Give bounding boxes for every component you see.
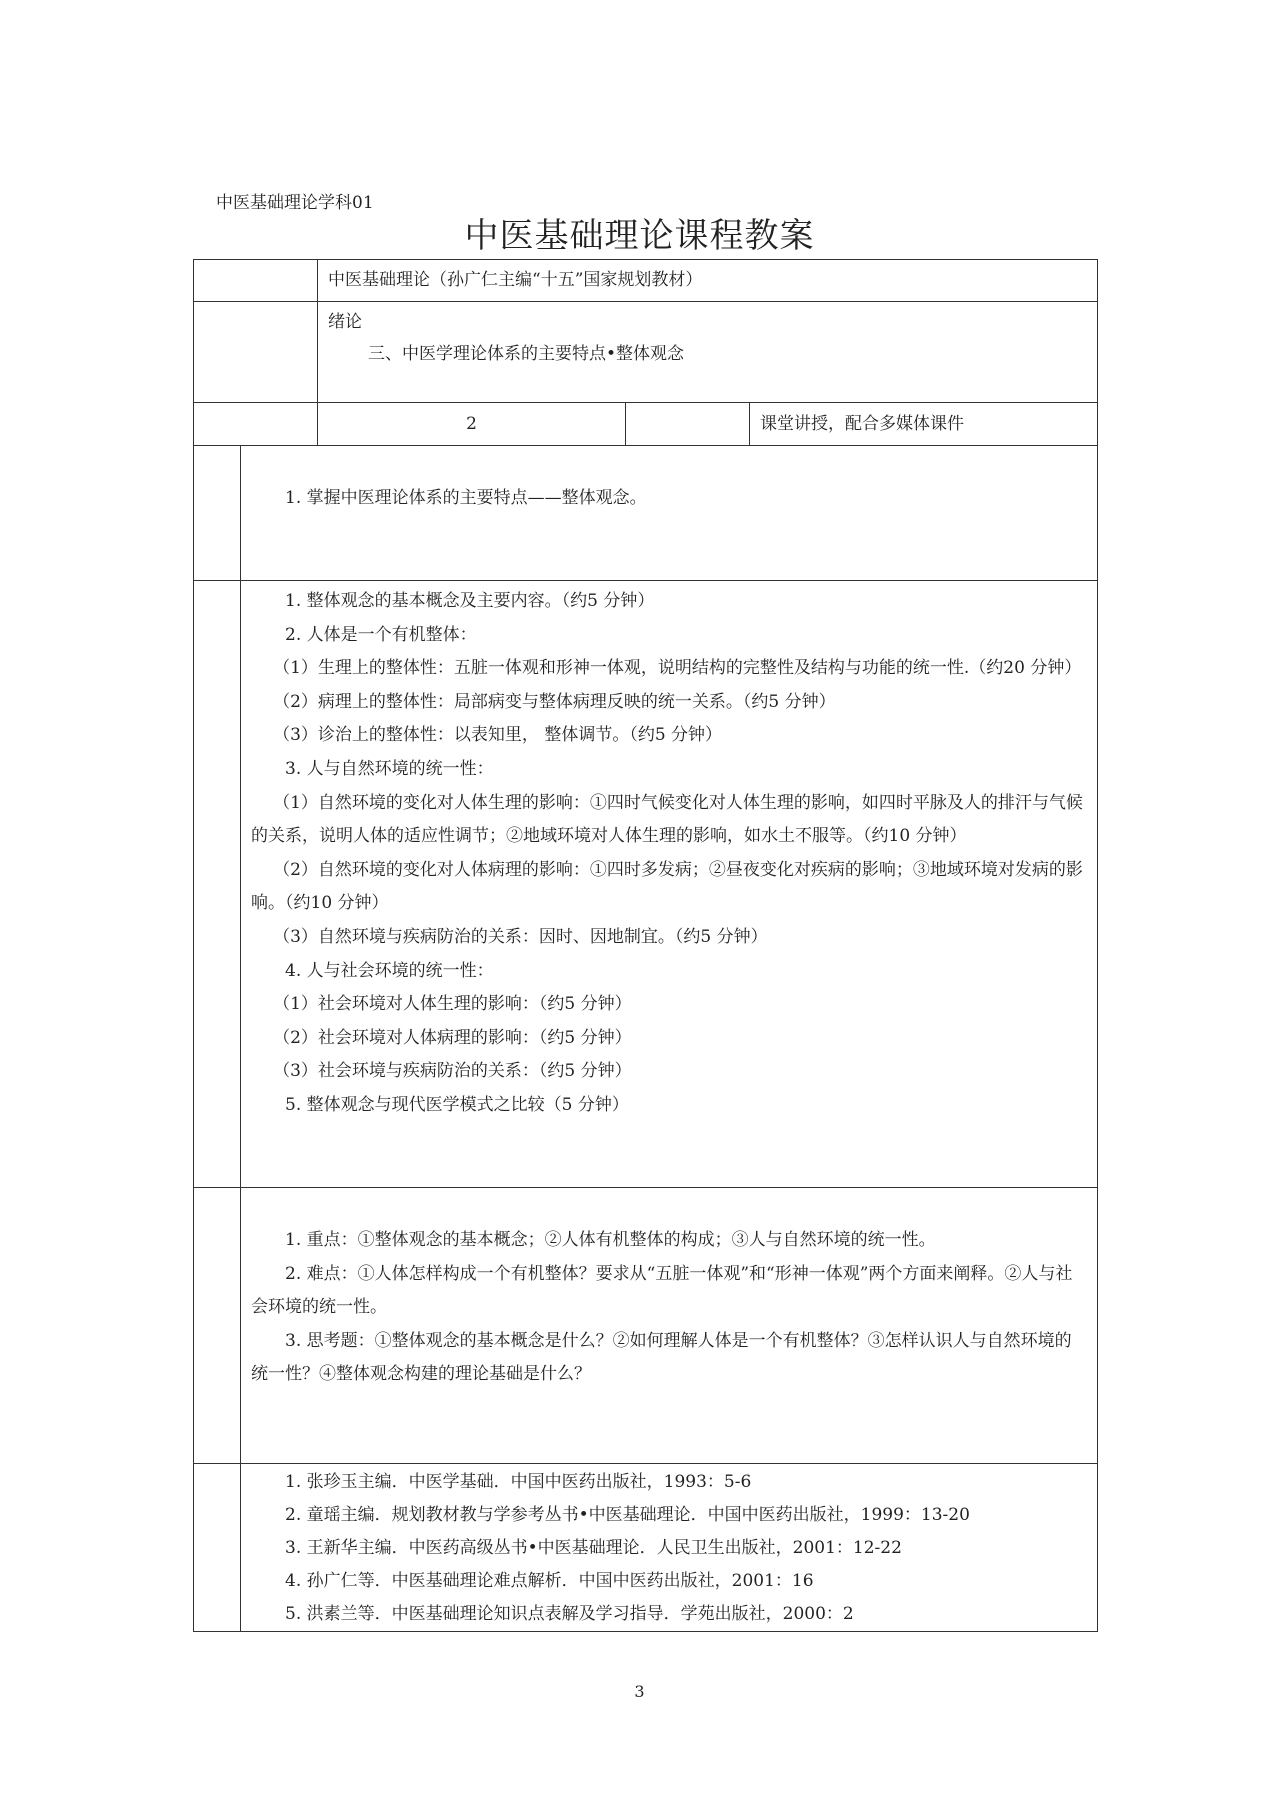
- course-row: [194, 260, 1098, 302]
- references-value-cell: [241, 1464, 1098, 1632]
- course-label-cell: [194, 260, 318, 302]
- content-item: （2）病理上的整体性：局部病变与整体病理反映的统一关系。（约5 分钟）: [273, 691, 836, 712]
- hours-method-row: [194, 403, 1098, 446]
- content-item: （3）社会环境与疾病防治的关系：（约5 分钟）: [273, 1061, 632, 1082]
- objectives-list: [241, 446, 1097, 514]
- content-item: 2. 人体是一个有机整体：: [285, 624, 477, 645]
- method-value: 课堂讲授，配合多媒体课件: [760, 414, 964, 434]
- content-item: （2）自然环境的变化对人体病理的影响：①四时多发病；②昼夜变化对疾病的影响；③地域环境对发病的影响。（约10 分钟）: [251, 859, 1083, 914]
- keypoints-value-cell: [241, 1188, 1098, 1464]
- content-item: 3. 人与自然环境的统一性：: [285, 758, 494, 779]
- keypoints-list: [241, 1188, 1097, 1392]
- method-label-cell: [626, 403, 750, 446]
- hours-value: 2: [466, 414, 477, 434]
- content-item: （1）生理上的整体性：五脏一体观和形神一体观，说明结构的完整性及结构与功能的统一性.（约20 分钟）: [273, 658, 1082, 679]
- content-item: 4. 人与社会环境的统一性：: [285, 960, 494, 981]
- reference-item: 2. 童瑶主编．规划教材教与学参考丛书•中医基础理论．中国中医药出版社，1999：13-20: [285, 1505, 970, 1525]
- content-item: 5. 整体观念与现代医学模式之比较（5 分钟）: [285, 1094, 629, 1115]
- content-item: （2）社会环境对人体病理的影响：（约5 分钟）: [273, 1027, 632, 1048]
- keypoints-row: [194, 1188, 1098, 1464]
- content-item: （3）自然环境与疾病防治的关系：因时、因地制宜。（约5 分钟）: [273, 926, 768, 947]
- page-number: 3: [634, 1682, 645, 1701]
- key-point-item: 1. 重点：①整体观念的基本概念；②人体有机整体的构成；③人与自然环境的统一性。: [285, 1230, 936, 1250]
- objectives-row: [194, 446, 1098, 581]
- content-item: （1）自然环境的变化对人体生理的影响：①四时气候变化对人体生理的影响，如四时平脉及人的排汗与气候的关系，说明人体的适应性调节；②地域环境对人体生理的影响，如水土不服等。（约10 分钟）: [251, 792, 1083, 847]
- content-item: （1）社会环境对人体生理的影响：（约5 分钟）: [273, 994, 632, 1015]
- course-name: 中医基础理论（孙广仁主编“十五”国家规划教材）: [328, 270, 703, 290]
- hours-label-cell: [194, 403, 318, 446]
- objective-item: 1. 掌握中医理论体系的主要特点——整体观念。: [285, 488, 647, 508]
- chapter-label-cell: [194, 302, 318, 403]
- chapter-row: [194, 302, 1098, 403]
- chapter-section: 三、中医学理论体系的主要特点•整体观念: [368, 344, 685, 364]
- reference-item: 3. 王新华主编．中医药高级丛书•中医基础理论．人民卫生出版社，2001：12-22: [285, 1538, 902, 1558]
- reference-item: 4. 孙广仁等．中医基础理论难点解析．中国中医药出版社，2001：16: [285, 1571, 814, 1591]
- hours-value-cell: [318, 403, 626, 446]
- content-row: [194, 581, 1098, 1188]
- reference-item: 1. 张珍玉主编．中医学基础．中国中医药出版社，1993：5-6: [285, 1472, 752, 1492]
- document-title: 中医基础理论课程教案: [464, 216, 815, 256]
- chapter-name: 绪论: [328, 312, 362, 332]
- objectives-label-cell: [194, 446, 241, 581]
- chapter-value-cell: [318, 302, 1098, 403]
- references-row: [194, 1464, 1098, 1632]
- content-item: （3）诊治上的整体性：以表知里， 整体调节。（约5 分钟）: [273, 725, 723, 746]
- course-value-cell: [318, 260, 1098, 302]
- key-point-item: 3. 思考题：①整体观念的基本概念是什么？②如何理解人体是一个有机整体？③怎样认识人与自然环境的统一性？④整体观念构建的理论基础是什么？: [251, 1330, 1072, 1385]
- content-label-cell: [194, 581, 241, 1188]
- method-value-cell: [750, 403, 1098, 446]
- keypoints-label-cell: [194, 1188, 241, 1464]
- key-point-item: 2. 难点：①人体怎样构成一个有机整体？要求从“五脏一体观”和“形神一体观”两个方面来阐释。②人与社会环境的统一性。: [251, 1263, 1073, 1318]
- reference-item: 5. 洪素兰等．中医基础理论知识点表解及学习指导．学苑出版社，2000：2: [285, 1604, 854, 1624]
- content-list: [241, 581, 1097, 1123]
- references-label-cell: [194, 1464, 241, 1632]
- references-list: [241, 1464, 1097, 1631]
- objectives-value-cell: [241, 446, 1098, 581]
- content-item: 1. 整体观念的基本概念及主要内容。（约5 分钟）: [285, 591, 655, 611]
- content-value-cell: [241, 581, 1098, 1188]
- lesson-plan-table: [193, 259, 1098, 1632]
- header-label: 中医基础理论学科01: [216, 193, 374, 213]
